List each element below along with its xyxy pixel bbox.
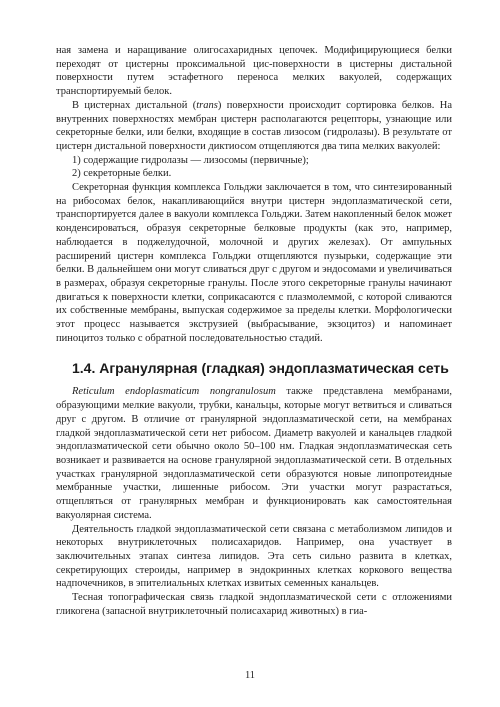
paragraph-continuation: ная замена и наращивание олигосахаридных цепочек. Модифицирующиеся белки переходят от цистерны проксимальной цис-поверхности в цистерны дистальной поверхности путем эстафетного переноса мелких вакуолей, содержащих транспортируемый белок.	[56, 45, 452, 98]
italic-term: trans	[196, 99, 218, 111]
paragraph-last: Тесная топографическая связь гладкой эндоплазматической сети с отложениями гликогена (запасной внутриклеточный полисахарид животных) в гиа-	[56, 592, 452, 617]
section-heading: 1.4. Агранулярная (гладкая) эндоплазматическая сеть	[72, 360, 449, 377]
page-number: 11	[244, 670, 256, 681]
paragraph-secretory: Секреторная функция комплекса Гольджи заключается в том, что синтезированный на рибосомах белок, накапливающийся внутри цистерн эндоплазматической сети, транспортируется далее в вакуоли комплекса Гольджи. Затем накопленный белок может конденсироваться, образуя секреторные белковые продукты (как это, например, наблюдается в поджелудочной, молочной и других железах). От ампульных расширений цистерн комплекса Гольджи отщепляются пузырьки, содержащие эти белки. В дальнейшем они могут сливаться друг с другом и эндосомами и увеличиваться в размерах, образуя секреторные гранулы. После этого секреторные гранулы начинают двигаться к поверхности клетки, соприкасаются с плазмолеммой, с которой сливаются их собственные мембраны, выпуская содержимое за пределы клетки. Морфологически этот процесс называется экструзией (выбрасывание, экзоцитоз) и напоминает пиноцитоз только с обратной последовательностью стадий.	[56, 182, 452, 344]
italic-term: Reticulum endoplasmaticum nongranulosum	[72, 386, 276, 398]
paragraph-activity: Деятельность гладкой эндоплазматической сети связана с метаболизмом липидов и некоторых внутриклеточных полисахаридов. Например, она участвует в заключительных этапах синтеза липидов. Эта сеть сильно развита в клетках, секретирующих стероиды, например в эндокринных клетках коркового вещества надпочечников, в эпителиальных клетках извитых семенных канальцев.	[56, 523, 452, 590]
text-segment: также представлена мембранами, образующими мелкие вакуоли, трубки, канальцы, которые могут ветвиться и сливаться друг с другом. В отличие от гранулярной эндоплазматической сети, на мембранах гладкой эндоплазматической сети нет рибосом. Диаметр вакуолей и канальцев гладкой эндоплазматической сети обычно около 50–100 нм. Гладкая эндоплазматическая сеть возникает и развивается на основе гранулярной эндоплазматической сети. В отдельных участках гранулярной эндоплазматической сети образуются новые липопротеидные мембранные участки, лишенные рибосом. Эти участки могут разрастаться, отщепляться от гранулярных мембран и функционировать как самостоятельная вакуолярная система.	[56, 386, 452, 521]
list-item: 2) секреторные белки.	[72, 168, 172, 180]
text-segment: В цистернах дистальной (	[72, 99, 197, 111]
page-body	[56, 44, 452, 618]
list-item: 1) содержащие гидролазы — лизосомы (первичные);	[72, 154, 309, 166]
text-segment: ) поверхности происходит сортировка белков. На внутренних поверхностях мембран цистерн располагаются рецепторы, узнающие или секреторные белки, или белки, входящие в состав лизосом (гидролазы). В результате от цистерн дистальной поверхности диктиосом отщепляются два типа мелких вакуолей:	[56, 99, 452, 152]
paragraph-reticulum	[56, 385, 452, 522]
paragraph-trans	[56, 99, 452, 154]
